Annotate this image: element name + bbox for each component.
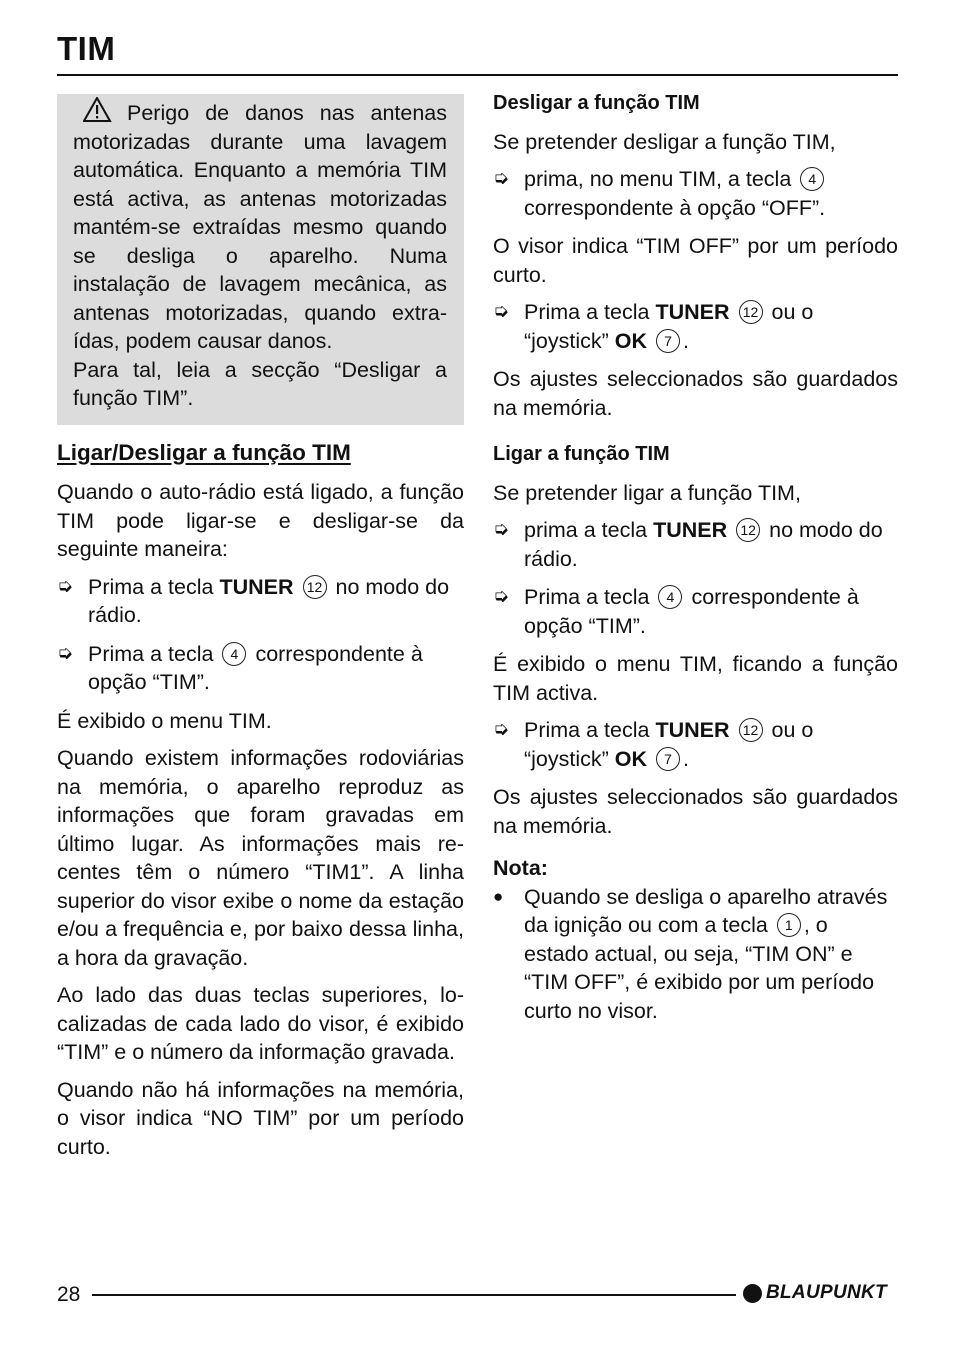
key-number-badge: 1 bbox=[777, 913, 801, 937]
paragraph: Quando não há informações na memória, o visor indica “NO TIM” por um período curto. bbox=[57, 1077, 464, 1159]
left-column bbox=[57, 94, 464, 1170]
key-number-badge: 7 bbox=[656, 747, 680, 771]
paragraph: Ao lado das duas teclas superiores, localizadas de cada lado do visor, é exibido “TIM” e o número da informação gravada. bbox=[57, 983, 464, 1064]
page-number: 28 bbox=[57, 1283, 81, 1306]
step-item: ➭ Prima a tecla TUNER 12 ou o “joystick” OK 7 . bbox=[493, 298, 898, 355]
arrow-right-icon: ➭ bbox=[493, 519, 509, 540]
brand-logo: BLAUPUNKT bbox=[743, 1282, 887, 1304]
step-item: ➭ Prima a tecla TUNER 12 ou o “joystick” OK 7 . bbox=[493, 716, 898, 773]
footer-rule bbox=[92, 1294, 736, 1296]
brand-dot-icon bbox=[743, 1284, 762, 1303]
sub-heading-off: Desligar a função TIM bbox=[493, 92, 700, 114]
key-number-badge: 4 bbox=[800, 167, 824, 191]
paragraph: Os ajustes seleccionados são guardados na memória. bbox=[493, 785, 898, 838]
step-item: ➭ prima, no menu TIM, a tecla 4 correspondente à opção “OFF”. bbox=[493, 165, 898, 222]
section-heading: Ligar/Desligar a função TIM bbox=[57, 439, 351, 465]
title-rule bbox=[57, 74, 898, 76]
key-number-badge: 12 bbox=[739, 718, 763, 742]
arrow-right-icon: ➭ bbox=[493, 719, 509, 740]
bullet-icon: ● bbox=[493, 886, 504, 906]
arrow-right-icon: ➭ bbox=[57, 575, 73, 597]
key-number-badge: 7 bbox=[656, 329, 680, 353]
key-number-badge: 12 bbox=[303, 575, 327, 599]
warning-text: Perigo de danos nas antenas motorizadas durante uma lavagem automática. Enquanto a memória TIM está activa, as antenas motorizadas mantém-se extraídas mesmo quando se desliga o aparelho. Numa instalação de lavagem mecânica, as antenas motorizadas, quando extraídas, podem causar danos. bbox=[73, 97, 447, 356]
intro-paragraph: Quando o auto-rádio está ligado, a função TIM pode ligar-se e desligar-se da seguinte maneira: bbox=[57, 480, 464, 561]
key-number-badge: 12 bbox=[739, 300, 763, 324]
paragraph: É exibido o menu TIM, ficando a função TIM activa. bbox=[493, 652, 898, 705]
step-item: ➭ Prima a tecla 4 correspondente à opção “TIM”. bbox=[57, 640, 464, 697]
right-column bbox=[493, 89, 898, 1025]
warning-box bbox=[57, 94, 464, 425]
paragraph: Se pretender ligar a função TIM, bbox=[493, 480, 801, 505]
paragraph: Se pretender desligar a função TIM, bbox=[493, 129, 836, 154]
warning-triangle-icon bbox=[83, 97, 127, 123]
step-item: ➭ prima a tecla TUNER 12 no modo do rádio. bbox=[493, 516, 898, 573]
arrow-right-icon: ➭ bbox=[493, 301, 509, 322]
key-number-badge: 12 bbox=[736, 518, 760, 542]
note-item: ● Quando se desliga o aparelho através da ignição ou com a tecla 1 , o estado actual, ou seja, “TIM ON” e “TIM OFF”, é exibido por um período curto no visor. bbox=[493, 883, 898, 1026]
sub-heading-on: Ligar a função TIM bbox=[493, 443, 670, 465]
step-item: ➭ Prima a tecla 4 correspondente à opção “TIM”. bbox=[493, 583, 898, 640]
arrow-right-icon: ➭ bbox=[493, 168, 509, 189]
key-number-badge: 4 bbox=[222, 642, 246, 666]
page-title: TIM bbox=[57, 30, 116, 67]
paragraph: Os ajustes seleccionados são guardados na memória. bbox=[493, 367, 898, 420]
key-number-badge: 4 bbox=[658, 585, 682, 609]
arrow-right-icon: ➭ bbox=[57, 642, 73, 664]
paragraph: É exibido o menu TIM. bbox=[57, 708, 272, 733]
note-label: Nota: bbox=[493, 856, 548, 880]
paragraph: Quando existem informações rodoviárias na memória, o aparelho reproduz as informações que foram gravadas em último lugar. As informações mais recentes têm o número “TIM1”. A linha superior do visor exibe o nome da estação e/ou a frequência e, por baixo dessa linha, a hora da gravação. bbox=[57, 746, 464, 970]
arrow-right-icon: ➭ bbox=[493, 586, 509, 607]
step-item: ➭ Prima a tecla TUNER 12 no modo do rádio. bbox=[57, 573, 464, 630]
warning-text-2: Para tal, leia a secção “Desligar a função TIM”. bbox=[73, 357, 447, 410]
paragraph: O visor indica “TIM OFF” por um período curto. bbox=[493, 234, 898, 287]
